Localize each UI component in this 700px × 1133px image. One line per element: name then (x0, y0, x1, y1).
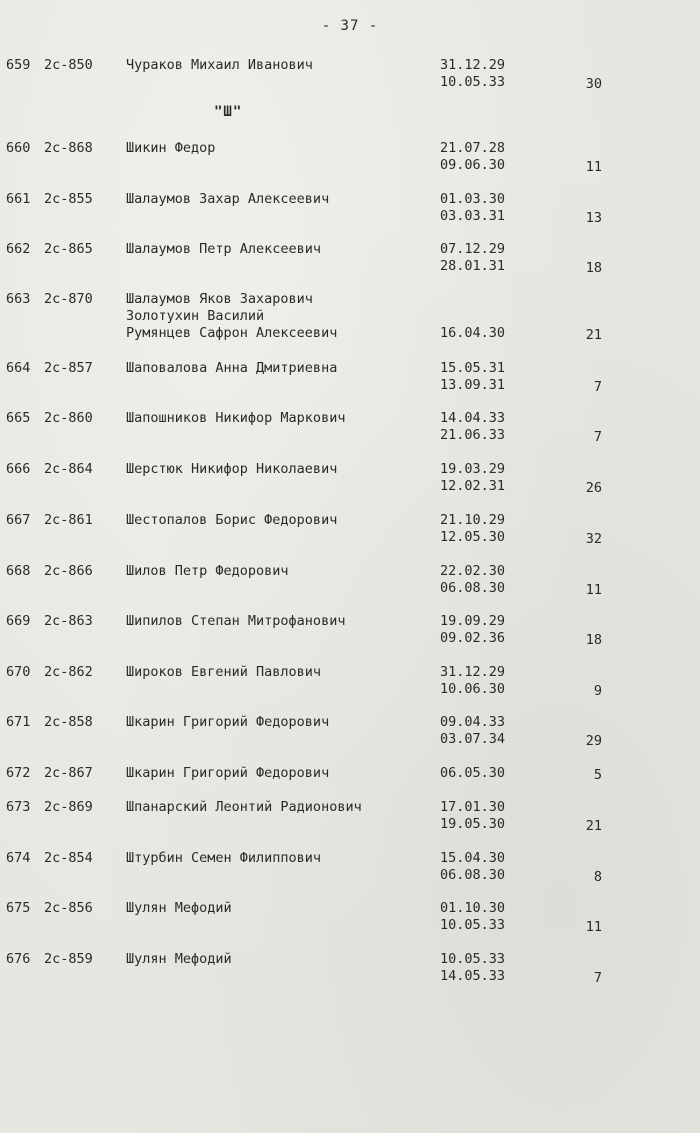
entry-number: 668 (6, 563, 31, 579)
entry-name: Шерстюк Никифор Николаевич (126, 461, 338, 477)
entry-name: Шкарин Григорий Федорович (126, 714, 330, 730)
entry-count: 7 (593, 970, 602, 986)
entry-count: 30 (585, 76, 602, 92)
entry-count: 13 (585, 210, 602, 226)
entry-names (126, 360, 436, 377)
entry-count: 9 (593, 683, 602, 699)
entry-dates (440, 951, 540, 985)
entry-number: 675 (6, 900, 31, 916)
entry-names (126, 191, 436, 208)
entry-code: 2с-865 (44, 241, 93, 257)
entry-count: 7 (593, 429, 602, 445)
entry-code: 2с-869 (44, 799, 93, 815)
entry-names (126, 850, 436, 867)
entry-dates (440, 191, 540, 225)
entry-date: 01.03.30 (440, 191, 506, 207)
entry-dates (440, 714, 540, 748)
entry-count: 11 (585, 919, 602, 935)
entry-code: 2с-862 (44, 664, 93, 680)
entry-number: 667 (6, 512, 31, 528)
entry-date: 06.08.30 (440, 580, 506, 596)
entry-date: 03.07.34 (440, 731, 506, 747)
entry-date: 28.01.31 (440, 258, 506, 274)
entry-dates (440, 664, 540, 698)
entry-name: Шалаумов Яков Захарович (126, 291, 313, 307)
entry-name: Шипилов Степан Митрофанович (126, 613, 346, 629)
entry-code: 2с-860 (44, 410, 93, 426)
entry-dates (440, 900, 540, 934)
entry-names (126, 799, 436, 816)
entry-date: 14.05.33 (440, 968, 506, 984)
entry-code: 2с-870 (44, 291, 93, 307)
entry-count: 18 (585, 632, 602, 648)
entry-date: 01.10.30 (440, 900, 506, 916)
entry-count: 21 (585, 818, 602, 834)
entry-number: 663 (6, 291, 31, 307)
entry-date: 17.01.30 (440, 799, 506, 815)
entry-date: 19.09.29 (440, 613, 506, 629)
entry-name: Шаповалова Анна Дмитриевна (126, 360, 338, 376)
entry-name: Шикин Федор (126, 140, 216, 156)
entry-date: 10.06.30 (440, 681, 506, 697)
entry-date: 15.04.30 (440, 850, 506, 866)
entry-name: Шкарин Григорий Федорович (126, 765, 330, 781)
entry-dates (440, 140, 540, 174)
entry-date: 12.02.31 (440, 478, 506, 494)
entry-date: 10.05.33 (440, 951, 506, 967)
entry-number: 670 (6, 664, 31, 680)
entry-dates (440, 360, 540, 394)
entry-date: 09.02.36 (440, 630, 506, 646)
entry-date: 03.03.31 (440, 208, 506, 224)
entry-date: 12.05.30 (440, 529, 506, 545)
entry-names (126, 951, 436, 968)
entry-number: 671 (6, 714, 31, 730)
entry-name: Шилов Петр Федорович (126, 563, 289, 579)
entry-names (126, 241, 436, 258)
entry-name: Шестопалов Борис Федорович (126, 512, 338, 528)
entry-name: Румянцев Сафрон Алексеевич (126, 325, 338, 341)
entry-date: 15.05.31 (440, 360, 506, 376)
entry-date: 16.04.30 (440, 325, 506, 341)
entry-code: 2с-863 (44, 613, 93, 629)
entry-names (126, 765, 436, 782)
entry-number: 660 (6, 140, 31, 156)
entry-dates (440, 241, 540, 275)
entry-number: 674 (6, 850, 31, 866)
entry-names (126, 512, 436, 529)
entry-name: Чураков Михаил Иванович (126, 57, 313, 73)
entry-date: 21.10.29 (440, 512, 506, 528)
entry-dates (440, 410, 540, 444)
entry-date: 06.08.30 (440, 867, 506, 883)
entry-date: 21.06.33 (440, 427, 506, 443)
entry-count: 32 (585, 531, 602, 547)
entry-code: 2с-858 (44, 714, 93, 730)
entry-name: Шулян Мефодий (126, 900, 232, 916)
entry-number: 676 (6, 951, 31, 967)
entry-number: 669 (6, 613, 31, 629)
entry-code: 2с-850 (44, 57, 93, 73)
entry-date: 10.05.33 (440, 74, 506, 90)
page-number: - 37 - (321, 18, 379, 34)
entry-code: 2с-859 (44, 951, 93, 967)
entry-number: 665 (6, 410, 31, 426)
entry-date (440, 308, 540, 325)
entry-date: 13.09.31 (440, 377, 506, 393)
entry-date: 31.12.29 (440, 57, 506, 73)
entry-date: 06.05.30 (440, 765, 506, 781)
entry-code: 2с-866 (44, 563, 93, 579)
entry-names (126, 900, 436, 917)
entry-count: 11 (585, 159, 602, 175)
entry-date: 22.02.30 (440, 563, 506, 579)
entry-date: 19.03.29 (440, 461, 506, 477)
entry-name: Золотухин Василий (126, 308, 265, 324)
entry-date: 07.12.29 (440, 241, 506, 257)
entry-date (440, 782, 540, 799)
entry-names (126, 714, 436, 731)
entry-dates (440, 613, 540, 647)
entry-count: 18 (585, 260, 602, 276)
entry-code: 2с-861 (44, 512, 93, 528)
entry-dates (440, 799, 540, 833)
entry-number: 672 (6, 765, 31, 781)
entry-number: 661 (6, 191, 31, 207)
entry-names (126, 664, 436, 681)
entry-date: 09.04.33 (440, 714, 506, 730)
entry-count: 5 (593, 767, 602, 783)
entry-code: 2с-867 (44, 765, 93, 781)
entry-name: Шапошников Никифор Маркович (126, 410, 346, 426)
entry-dates (440, 291, 540, 342)
entry-dates (440, 512, 540, 546)
entry-count: 26 (585, 480, 602, 496)
entry-name: Шалаумов Петр Алексеевич (126, 241, 322, 257)
entry-name: Шулян Мефодий (126, 951, 232, 967)
entry-names (126, 613, 436, 630)
entry-dates (440, 57, 540, 91)
entry-count: 21 (585, 327, 602, 343)
entry-name: Широков Евгений Павлович (126, 664, 322, 680)
entry-dates (440, 765, 540, 799)
entry-names (126, 140, 436, 157)
entry-count: 8 (593, 869, 602, 885)
entry-date: 31.12.29 (440, 664, 506, 680)
entry-count: 7 (593, 379, 602, 395)
entry-code: 2с-855 (44, 191, 93, 207)
entry-names (126, 57, 436, 74)
entry-number: 666 (6, 461, 31, 477)
entry-number: 659 (6, 57, 31, 73)
entry-date (440, 291, 540, 308)
entry-count: 11 (585, 582, 602, 598)
entry-name: Штурбин Семен Филиппович (126, 850, 322, 866)
entry-number: 664 (6, 360, 31, 376)
entry-date: 14.04.33 (440, 410, 506, 426)
entry-number: 673 (6, 799, 31, 815)
entry-names (126, 410, 436, 427)
entry-name: Шпанарский Леонтий Радионович (126, 799, 362, 815)
entry-names (126, 291, 436, 342)
entry-date: 19.05.30 (440, 816, 506, 832)
entry-count: 29 (585, 733, 602, 749)
entry-dates (440, 850, 540, 884)
entry-code: 2с-857 (44, 360, 93, 376)
entry-date: 21.07.28 (440, 140, 506, 156)
entry-code: 2с-868 (44, 140, 93, 156)
entry-dates (440, 563, 540, 597)
entry-code: 2с-856 (44, 900, 93, 916)
entry-code: 2с-864 (44, 461, 93, 477)
entry-names (126, 461, 436, 478)
entry-date: 10.05.33 (440, 917, 506, 933)
entry-date: 09.06.30 (440, 157, 506, 173)
entry-code: 2с-854 (44, 850, 93, 866)
entry-names (126, 563, 436, 580)
entry-dates (440, 461, 540, 495)
entry-name: Шалаумов Захар Алексеевич (126, 191, 330, 207)
section-letter-heading: "Ш" (214, 104, 243, 120)
entry-number: 662 (6, 241, 31, 257)
